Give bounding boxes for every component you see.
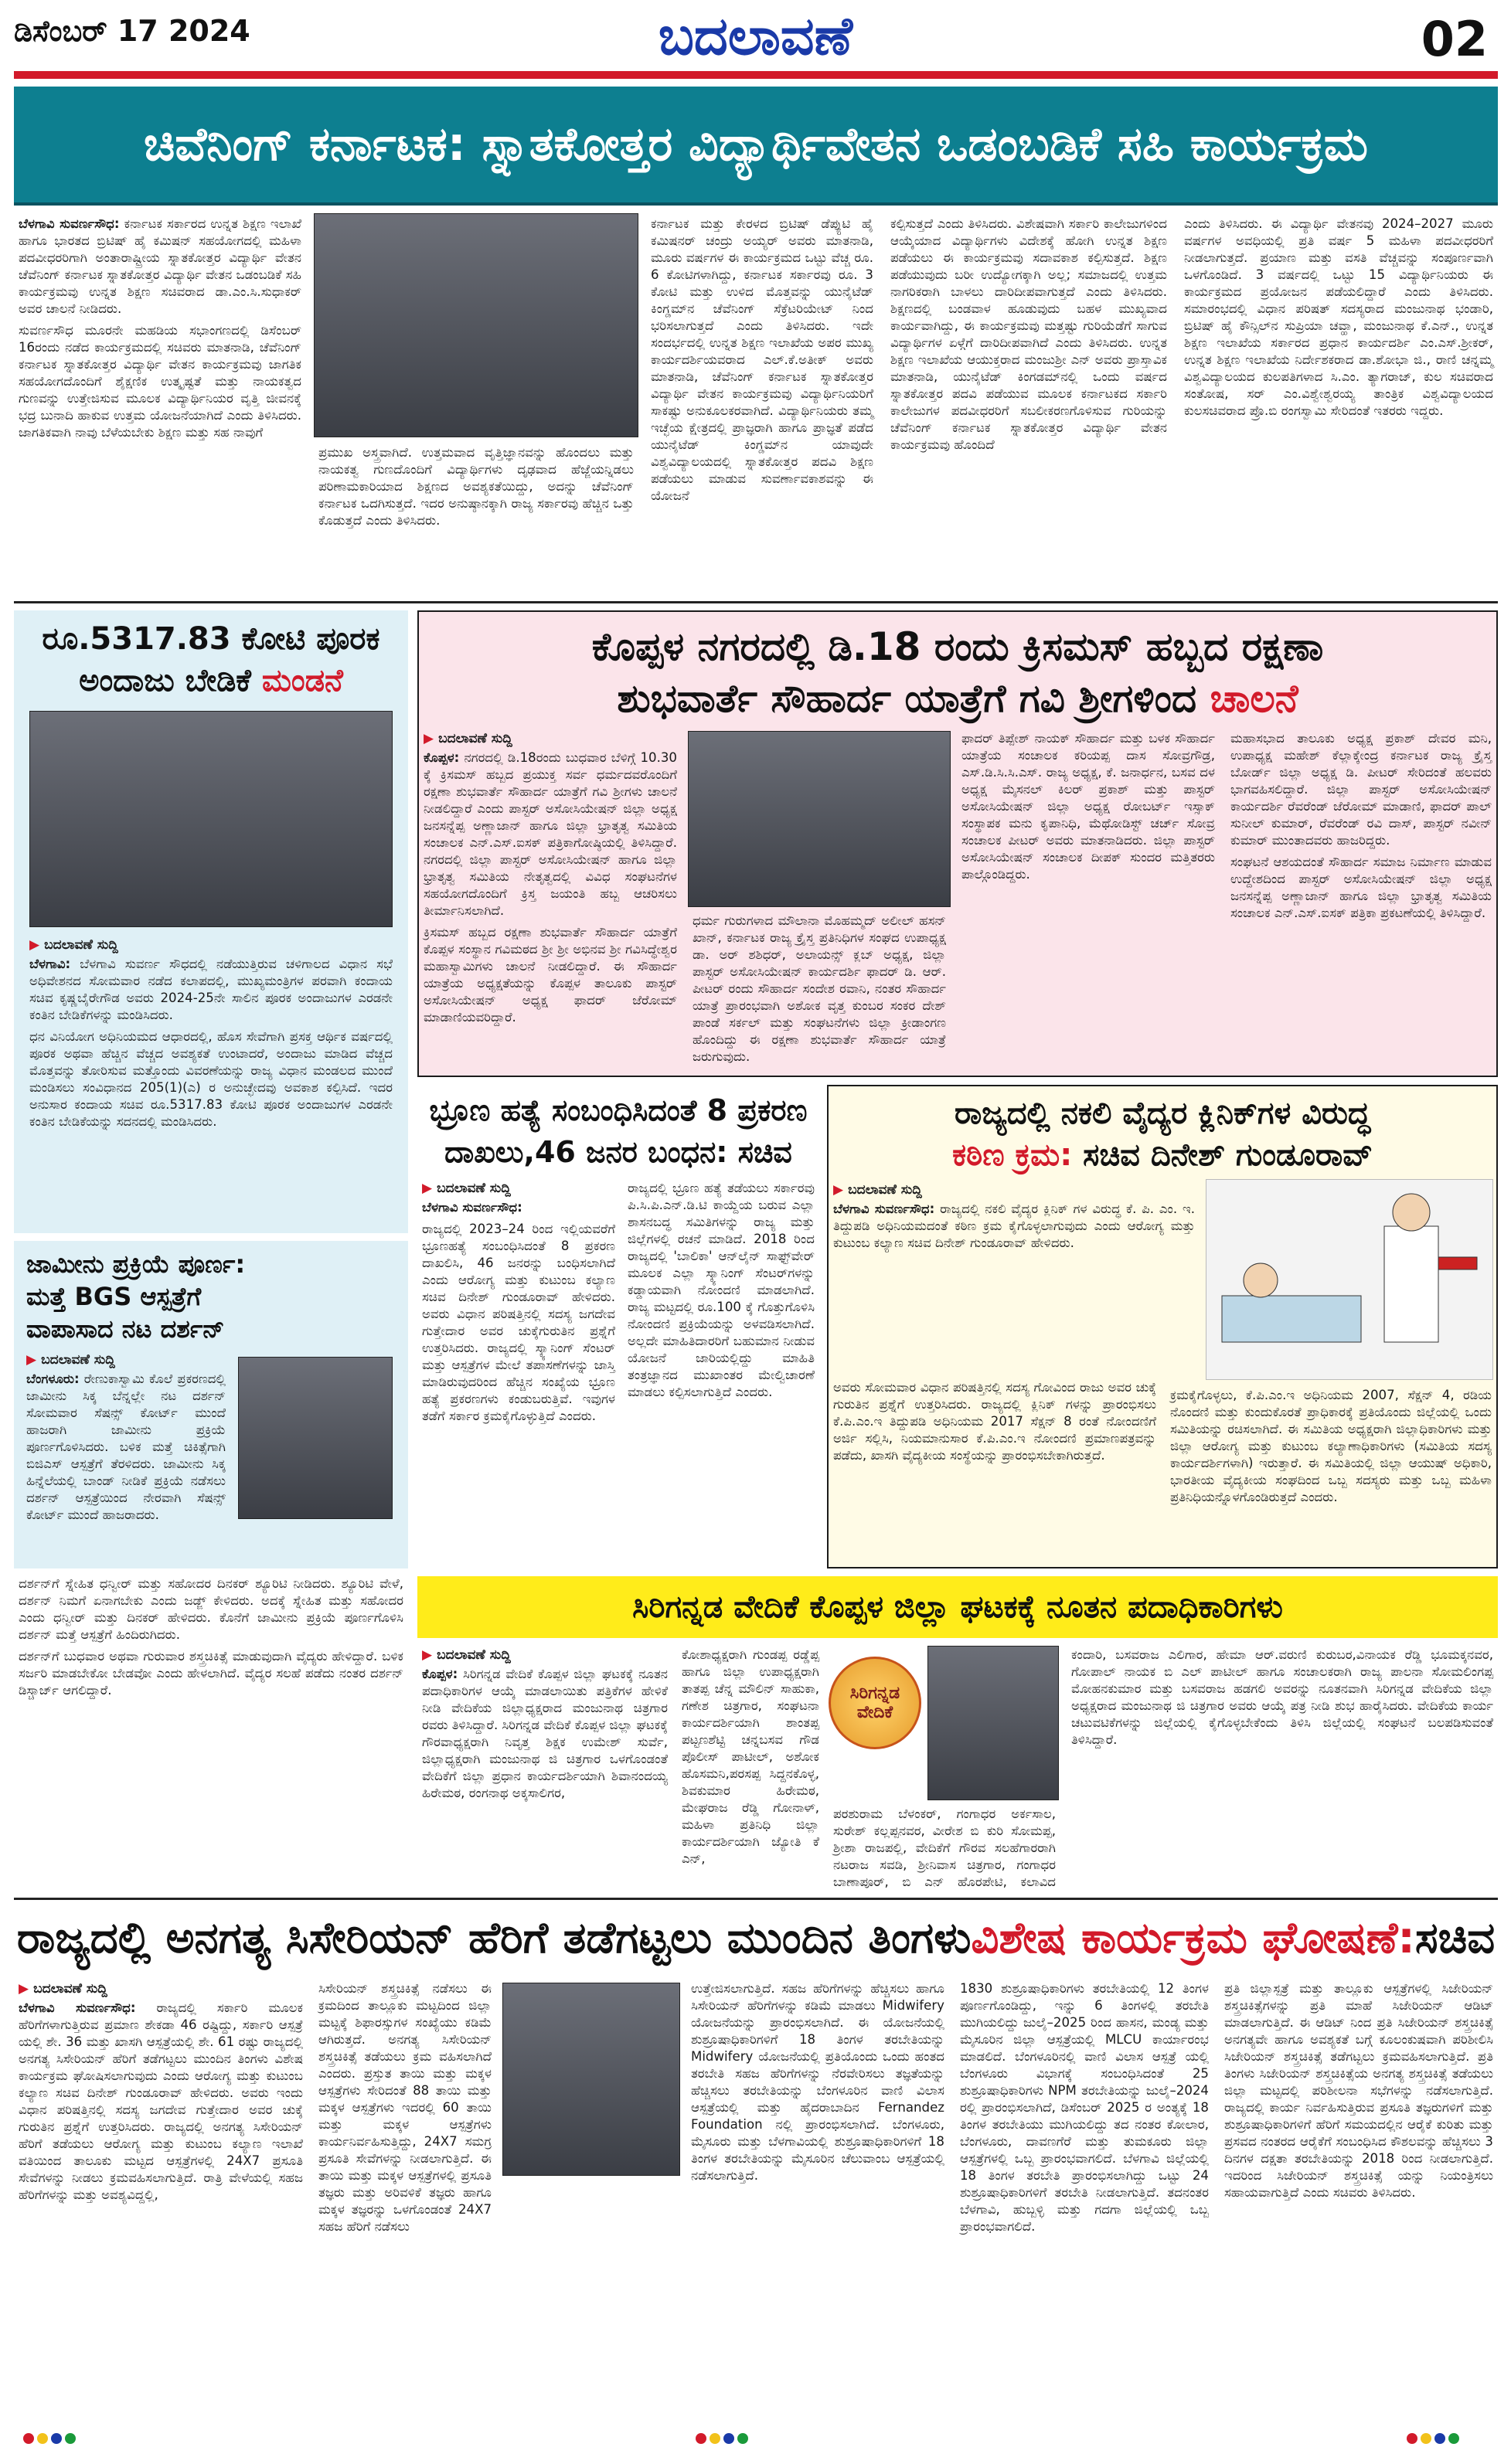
chevening-col-1: ಬೆಳಗಾವಿ ಸುವರ್ಣಸೌಧ: ಕರ್ನಾಟಕ ಸರ್ಕಾರದ ಉನ್ನತ ಶಿಕ್ಷಣ ಇಲಾಖೆ ಹಾಗೂ ಭಾರತದ ಬ್ರಿಟಿಷ್ ಹೈ ಕಮಿಷನ್ ಸಹಯೋಗದಲ್ಲಿ ಮಹಿಳಾ ಪದವೀಧರರಿಗಾಗಿ ಅಂತಾರಾಷ್ಟ್ರೀಯ ಸ್ನಾತಕೋತ್ತರ ವಿದ್ಯಾರ್ಥಿ ವೇತನ ಚೆವೆನಿಂಗ್ ಕರ್ನಾಟಕ ಸ್ನಾತಕೋತ್ತರ ವಿದ್ಯಾರ್ಥಿ ವೇತನ ಒಡಂಬಡಿಕೆ ಸಹಿ ಕಾರ್ಯಕ್ರಮವು ಉನ್ನತ ಶಿಕ್ಷಣ ಸಚಿವರಾದ ಡಾ.ಎಂ.ಸಿ.ಸುಧಾಕರ್ ಅವರ ಚಾಲನೆ ನೀಡಿದರು. ಸುವರ್ಣಸೌಧ ಮೂರನೇ ಮಹಡಿಯ ಸಭಾಂಗಣದಲ್ಲಿ ಡಿಸೆಂಬರ್ 16ರಂದು ನಡೆದ ಕಾರ್ಯಕ್ರಮದಲ್ಲಿ ಸಚಿವರು ಮಾತನಾಡಿ, ಚೆವೆನಿಂಗ್ ಕರ್ನಾಟಕ ಸ್ನಾತಕೋತ್ತರ ವಿದ್ಯಾರ್ಥಿ ವೇತನ ಕಾರ್ಯಕ್ರಮವು ಜಾಗತಿಕ ಸಹಯೋಗದೊಂದಿಗೆ ಶೈಕ್ಷಣಿಕ ಉತ್ಕೃಷ್ಟತೆ ಮತ್ತು ನಾಯಕತ್ವದ ಗುಣವನ್ನು ಉತ್ತೇಜಿಸುವ ಮೂಲಕ ವಿದ್ಯಾರ್ಥಿನಿಯರ ವೃತ್ತಿ ಜೀವನಕ್ಕೆ ಭದ್ರ ಬುನಾದಿ ಹಾಕುವ ಉತ್ತಮ ಯೋಜನೆಯಾಗಿದೆ ಎಂದು ತಿಳಿಸಿದರು. ಜಾಗತಿಕವಾಗಿ ನಾವು ಬೆಳೆಯಬೇಕು ಶಿಕ್ಷಣ ಮತ್ತು ಸಹ ನಾವುಗೆ xyxy=(19,216,302,440)
office-bearer-photo xyxy=(927,1646,1059,1800)
fake-clinics-headline-2: ಕಠಿಣ ಕ್ರಮ: ಸಚಿವ ದಿನೇಶ್ ಗುಂಡೂರಾವ್ xyxy=(952,1137,1373,1173)
christmas-yatra-article xyxy=(417,610,1498,1077)
foeticide-col-2: ರಾಜ್ಯದಲ್ಲಿ ಭ್ರೂಣ ಹತ್ಯೆ ತಡೆಯಲು ಸರ್ಕಾರವು ಪಿ.ಸಿ.ಪಿ.ಎನ್.ಡಿ.ಟಿ ಕಾಯ್ದೆಯ ಬರುವ ಎಲ್ಲಾ ಶಾಸನಬದ್ಧ ಸಮಿತಿಗಳನ್ನು ರಾಜ್ಯ ಮತ್ತು ಜಿಲ್ಲೆಗಳಲ್ಲಿ ರಚನೆ ಮಾಡಿದೆ. 2018 ರಿಂದ ರಾಜ್ಯದಲ್ಲಿ 'ಬಾಲಿಕಾ' ಆನ್‌ಲೈನ್ ಸಾಫ್ಟ್‌ವೇರ್ ಮೂಲಕ ಎಲ್ಲಾ ಸ್ಕ್ಯಾನಿಂಗ್ ಸೆಂಟರ್‌ಗಳನ್ನು ಕಡ್ಡಾಯವಾಗಿ ನೋಂದಣಿ ಮಾಡಲಾಗಿದೆ. ರಾಜ್ಯ ಮಟ್ಟದಲ್ಲಿ ರೂ.100 ಕ್ಕೆ ಗೊತ್ತುಗೊಳಿಸಿ ನೋಂದಣಿ ಪ್ರಕ್ರಿಯೆಯನ್ನು ಅಳವಡಿಸಲಾಗಿದೆ. ಅಲ್ಲದೇ ಮಾಹಿತಿದಾರರಿಗೆ ಬಹುಮಾನ ನೀಡುವ ಯೋಜನೆ ಜಾರಿಯಲ್ಲಿದ್ದು ಮಾಹಿತಿ ತಂತ್ರಜ್ಞಾನದ ಮುಖಾಂತರ ಮೇಲ್ವಿಚಾರಣೆ ಮಾಡಲು ಕಲ್ಪಿಸಲಾಗುತ್ತಿದೆ ಎಂದರು. xyxy=(628,1181,815,1399)
newspaper-logo: ಬದಲಾವಣೆ xyxy=(658,6,853,67)
footer-dots-center xyxy=(696,2432,788,2451)
fake-clinics-col-3: ಕ್ರಮಕೈಗೊಳ್ಳಲು, ಕೆ.ಪಿ.ಎಂ.ಇ ಅಧಿನಿಯಮ 2007, ಸೆಕ್ಷನ್ 4, ರಡಿಯ ನೊಂದಣಿ ಮತ್ತು ಕುಂದುಕೊರತೆ ಪ್ರಾಧಿಕಾರಕ್ಕೆ ಪ್ರತಿಯೊಂದು ಜಿಲ್ಲೆಯಲ್ಲಿ ಒಂದು ಸಮಿತಿಯನ್ನು ರಚಿಸಲಾಗಿದೆ. ಈ ಸಮಿತಿಯ ಅಧ್ಯಕ್ಷರಾಗಿ ಜಿಲ್ಲಾಧಿಕಾರಿಗಳು ಮತ್ತು ಜಿಲ್ಲಾ ಆರೋಗ್ಯ ಮತ್ತು ಕುಟುಂಬ ಕಲ್ಯಾಣಾಧಿಕಾರಿಗಳು (ಸಮಿತಿಯ ಸದಸ್ಯ ಕಾರ್ಯದರ್ಶಿಗಳಾಗಿ) ಇರುತ್ತಾರೆ. ಈ ಸಮಿತಿಯಲ್ಲಿ ಜಿಲ್ಲಾ ಆಯುಷ್ ಅಧಿಕಾರಿ, ಭಾರತೀಯ ವೈದ್ಯಕೀಯ ಸಂಘದಿಂದ ಒಬ್ಬ ಸದಸ್ಯರು ಮತ್ತು ಒಬ್ಬ ಮಹಿಳಾ ಪ್ರತಿನಿಧಿಯನ್ನೊಳಗೊಂಡಿರುತ್ತದೆ ಎಂದರು. xyxy=(1170,1388,1492,1504)
footer-dots-left xyxy=(23,2432,116,2451)
darshan-col-1: ▶ ಬದಲಾವಣೆ ಸುದ್ದಿ ಬೆಂಗಳೂರು: ರೇಣುಕಾಸ್ವಾಮಿ ಕೊಲೆ ಪ್ರಕರಣದಲ್ಲಿ ಜಾಮೀನು ಸಿಕ್ಕ ಬೆನ್ನಲ್ಲೇ ನಟ ದರ್ಶನ್ ಸೋಮವಾರ ಸೆಷನ್ಸ್ ಕೋರ್ಟ್ ಮುಂದೆ ಹಾಜರಾಗಿ ಜಾಮೀನು ಪ್ರಕ್ರಿಯೆ ಪೂರ್ಣಗೊಳಿಸಿದರು. ಬಳಿಕ ಮತ್ತೆ ಚಿಕಿತ್ಸೆಗಾಗಿ ಬಿಜಿಎಸ್ ಆಸ್ಪತ್ರೆಗೆ ತೆರಳಿದರು. ಜಾಮೀನು ಸಿಕ್ಕ ಹಿನ್ನೆಲೆಯಲ್ಲಿ ಬಾಂಡ್ ನೀಡಿಕೆ ಪ್ರಕ್ರಿಯೆ ನಡೆಸಲು ದರ್ಶನ್ ಆಸ್ಪತ್ರೆಯಿಂದ ನೇರವಾಗಿ ಸೆಷನ್ಸ್ ಕೋರ್ಟ್ ಮುಂದೆ ಹಾಜರಾದರು. xyxy=(26,1352,226,1522)
pressmeet-photo xyxy=(688,731,951,907)
caesarean-col-5: ಪ್ರತಿ ಜಿಲ್ಲಾಸ್ಪತ್ರೆ ಮತ್ತು ತಾಲ್ಲೂಕು ಆಸ್ಪತ್ರೆಗಳಲ್ಲಿ ಸಿಜೇರಿಯನ್ ಶಸ್ತ್ರಚಿಕಿತ್ಸೆಗಳನ್ನು ಪ್ರತಿ ಮಾಹೆ ಸಿಜೇರಿಯನ್ ಆಡಿಟ್ ಮಾಡಲಾಗುತ್ತಿದೆ. ಈ ಆಡಿಟ್ ನಿಂದ ಪ್ರತಿ ಸಿಜೇರಿಯನ್ ಶಸ್ತ್ರಚಿಕಿತ್ಸೆ ಅನಗತ್ಯವೇ ಹಾಗೂ ಅವಶ್ಯಕತೆ ಬಗ್ಗೆ ಕೂಲಂಕುಷವಾಗಿ ಪರಿಶೀಲಿಸಿ ಸಿಜೇರಿಯನ್ ಶಸ್ತ್ರಚಿಕಿತ್ಸೆ ತಡೆಗಟ್ಟಲು ಕ್ರಮವಹಿಸಲಾಗುತ್ತಿದೆ. ಪ್ರತಿ ತಿಂಗಳು ಸಿಜೇರಿಯನ್ ಶಸ್ತ್ರಚಿಕಿತ್ಸೆಯ ಅನಗತ್ಯ ಶಸ್ತ್ರಚಿಕಿತ್ಸೆ ತಡೆಯಲು ಜಿಲ್ಲಾ ಮಟ್ಟದಲ್ಲಿ ಪರಿಶೀಲನಾ ಸಭೆಗಳನ್ನು ನಡೆಸಲಾಗುತ್ತಿದೆ. ರಾಜ್ಯದಲ್ಲಿ ಕಾರ್ಯ ನಿರ್ವಹಿಸುತ್ತಿರುವ ಪ್ರಸೂತಿ ತಜ್ಞರುಗಳಿಗೆ ಮತ್ತು ಶುಶ್ರೂಷಾಧಿಕಾರಿಗಳಿಗೆ ಹೆರಿಗೆ ಸಮಯದಲ್ಲಿನ ಆರೈಕೆ ಕುರಿತು ಮತ್ತು ಪ್ರಸವದ ನಂತರದ ಆರೈಕೆಗೆ ಸಂಬಂಧಿಸಿದ ಕೌಶಲವನ್ನು ಹೆಚ್ಚಿಸಲು 3 ದಿನಗಳ ದಕ್ಷತಾ ತರಬೇತಿಯನ್ನು 2018 ರಿಂದ ನೀಡಲಾಗುತ್ತಿದೆ. ಇದರಿಂದ ಸಿಜೇರಿಯನ್ ಶಸ್ತ್ರಚಿಕಿತ್ಸೆ ಯನ್ನು ನಿಯಂತ್ರಿಸಲು ಸಹಾಯವಾಗುತ್ತಿದೆ ಎಂದು ಸಚಿವರು ತಿಳಿಸಿದರು. xyxy=(1224,1981,1493,2200)
sirigannada-col-3: ಪರಶುರಾಮ ಬೆಳಂಕರ್, ಗಂಗಾಧರ ಅರ್ಕಸಾಲ, ಸುರೇಶ್ ಕಲ್ಲಪ್ಪನವರ, ವೀರೇಶ ಬಿ ಕುರಿ ಸೋಮಪ್ಪ, ಶ್ರೀಶಾ ರಾಜಪಲ್ಲಿ, ವೇದಿಕೆಗೆ ಗೌರವ ಸಲಹೆಗಾರರಾಗಿ ನಟರಾಜ ಸವಡಿ, ಶ್ರೀನಿವಾಸ ಚಿತ್ರಗಾರ, ಗಂಗಾಧರ ಬಾಣಾಪೂರ್, ಬಿ ಎನ್ ಹೊರಪೇಟಿ, ಕಲಾವಿದ xyxy=(833,1806,1056,1889)
foeticide-headline-2: ದಾಖಲು,46 ಜನರ ಬಂಧನ: ಸಚಿವ xyxy=(444,1134,792,1169)
christmas-headline-2: ಶುಭವಾರ್ತೆ ಸೌಹಾರ್ದ ಯಾತ್ರೆಗೆ ಗವಿ ಶ್ರೀಗಳಿಂದ ಚಾಲನೆ xyxy=(617,675,1298,721)
issue-date: ಡಿಸೆಂಬರ್ 17 2024 xyxy=(14,14,250,48)
foeticide-col-1: ▶ ಬದಲಾವಣೆ ಸುದ್ದಿ ಬೆಳಗಾವಿ ಸುವರ್ಣಸೌಧ: ರಾಜ್ಯದಲ್ಲಿ 2023–24 ರಿಂದ ಇಲ್ಲಿಯವರೆಗೆ ಭ್ರೂಣಹತ್ಯೆ ಸಂಬಂಧಿಸಿದಂತೆ 8 ಪ್ರಕರಣ ದಾಖಲಿಸಿ, 46 ಜನರನ್ನು ಬಂಧಿಸಲಾಗಿದೆ ಎಂದು ಆರೋಗ್ಯ ಮತ್ತು ಕುಟುಂಬ ಕಲ್ಯಾಣ ಸಚಿವ ದಿನೇಶ್ ಗುಂಡೂರಾವ್ ಹೇಳಿದರು. ಅವರು ವಿಧಾನ ಪರಿಷತ್ತಿನಲ್ಲಿ ಸದಸ್ಯ ಜಗದೇವ ಗುತ್ತೇದಾರ ಅವರ ಚುಕ್ಕೆಗುರುತಿನ ಪ್ರಶ್ನೆಗೆ ಉತ್ತರಿಸಿದರು. ರಾಜ್ಯದಲ್ಲಿ ಸ್ಕ್ಯಾನಿಂಗ್ ಸೆಂಟರ್ ಮತ್ತು ಆಸ್ಪತ್ರೆಗಳ ಮೇಲೆ ತಪಾಸಣೆಗಳನ್ನು ಜಾಸ್ತಿ ಮಾಡಿರುವುದರಿಂದ ಹೆಚ್ಚಿನ ಸಂಖ್ಯೆಯ ಭ್ರೂಣ ಹತ್ಯೆ ಪ್ರಕರಣಗಳು ಕಂಡುಬರುತ್ತಿವೆ. ಇವುಗಳ ತಡೆಗೆ ಸರ್ಕಾರ ಕ್ರಮಕೈಗೊಳ್ಳುತ್ತಿದೆ ಎಂದರು. xyxy=(422,1181,615,1423)
budget-headline-2: ಅಂದಾಜು ಬೇಡಿಕೆ ಮಂಡನೆ xyxy=(79,663,343,698)
budget-headline-1: ರೂ.5317.83 ಕೋಟಿ ಪೂರಕ xyxy=(42,621,380,657)
foeticide-headline-1: ಭ್ರೂಣ ಹತ್ಯೆ ಸಂಬಂಧಿಸಿದಂತೆ 8 ಪ್ರಕರಣ xyxy=(429,1093,808,1127)
christmas-col-2: ಧರ್ಮ ಗುರುಗಳಾದ ಮೌಲಾನಾ ಮೊಹಮ್ಮದ್ ಅಲೀಲ್ ಹಸನ್ ಖಾನ್, ಕರ್ನಾಟಕ ರಾಜ್ಯ ಕ್ರೈಸ್ತ ಪ್ರತಿನಿಧಿಗಳ ಸಂಘದ ಉಪಾಧ್ಯಕ್ಷ ಡಾ. ಅರ್ ಶಶಿಧರ್, ಅಲಾಯನ್ಸ್ ಕ್ಲಬ್ ಅಧ್ಯಕ್ಷ, ಜಿಲ್ಲಾ ಪಾಸ್ಟರ್ ಅಸೋಸಿಯೇಷನ್ ಕಾರ್ಯದರ್ಶಿ ಫಾದರ್ ಡಿ. ಆರ್. ಪೀಟರ್ ರಂದು ಸೌಹಾರ್ದ ಸಂದೇಶ ರವಾನಿ, ನಂತರ ಸೌಹಾರ್ದ ಯಾತ್ರೆ ಪ್ರಾರಂಭವಾಗಿ ಅಶೋಕ ವೃತ್ತ ಕುಂಬರ ಸಂಕರ ದೇಶ್ ಪಾಂಡೆ ಸರ್ಕಲ್ ಮತ್ತು ಸಂಘಟನೆಗಳು ಜಿಲ್ಲಾ ಕ್ರೀಡಾಂಗಣ ಹೊಂದಿದ್ದು ಈ ರಕ್ಷಣಾ ಶುಭವಾರ್ತೆ ಸೌಹಾರ್ದ ಯಾತ್ರೆ ಜರುಗುವುದು. xyxy=(693,913,946,1064)
fake-clinics-article xyxy=(827,1085,1498,1568)
caesarean-col-4: 1830 ಶುಶ್ರೂಷಾಧಿಕಾರಿಗಳು ತರಬೇತಿಯಲ್ಲಿ 12 ತಿಂಗಳ ಪೂರ್ಣಗೊಂಡಿದ್ದು, ಇನ್ನು 6 ತಿಂಗಳಲ್ಲಿ ತರಬೇತಿ ಮುಗಿಯಲಿದ್ದು ಜುಲೈ–2025 ರಿಂದ ಹಾಸನ, ಮಂಡ್ಯ ಮತ್ತು ಮೈಸೂರಿನ ಜಿಲ್ಲಾ ಆಸ್ಪತ್ರೆಯಲ್ಲಿ MLCU ಕಾರ್ಯಾರಂಭ ಮಾಡಲಿದೆ. ಬೆಂಗಳೂರಿನಲ್ಲಿ ವಾಣಿ ವಿಲಾಸ ಆಸ್ಪತ್ರೆ ಯಲ್ಲಿ ಬೆಂಗಳೂರು ವಿಭಾಗಕ್ಕೆ ಸಂಬಂಧಿಸಿದಂತೆ 25 ಶುಶ್ರೂಷಾಧಿಕಾರಿಗಳು NPM ತರಬೇತಿಯನ್ನು ಜುಲೈ–2024 ರಲ್ಲಿ ಪ್ರಾರಂಭಿಸಲಾಗಿದೆ, ಡಿಸೆಂಬರ್ 2025 ರ ಅಂತ್ಯಕ್ಕೆ 18 ತಿಂಗಳ ತರಬೇತಿಯು ಮುಗಿಯಲಿದ್ದು ತದ ನಂತರ ಕೋಲಾರ, ಬೆಂಗಳೂರು, ದಾವಣಗೆರೆ ಮತ್ತು ತುಮಕೂರು ಜಿಲ್ಲಾ ಆಸ್ಪತ್ರೆಗಳಲ್ಲಿ ಒಬ್ಬ ಪ್ರಾರಂಭವಾಗಲಿದೆ. ಬೆಳಗಾವಿ ಜಿಲ್ಲೆಯಲ್ಲಿ 18 ತಿಂಗಳ ತರಬೇತಿ ಪ್ರಾರಂಭಿಸಲಾಗಿದ್ದು ಒಟ್ಟು 24 ಶುಶ್ರೂಷಾಧಿಕಾರಿಗಳಿಗೆ ತರಬೇತಿ ನೀಡಲಾಗುತ್ತಿದೆ. ತದನಂತರ ಬೆಳಗಾವಿ, ಹುಬ್ಬಳ್ಳಿ ಮತ್ತು ಗದಗಾ ಜಿಲ್ಲೆಯಲ್ಲಿ ಒಬ್ಬ ಪ್ರಾರಂಭವಾಗಲಿದೆ. xyxy=(960,1981,1209,2234)
chevening-col-4: ಕಲ್ಪಿಸುತ್ತದೆ ಎಂದು ತಿಳಿಸಿದರು. ವಿಶೇಷವಾಗಿ ಸರ್ಕಾರಿ ಕಾಲೇಜುಗಳಿಂದ ಆಯ್ಕೆಯಾದ ವಿದ್ಯಾರ್ಥಿಗಳು ವಿದೇಶಕ್ಕೆ ಹೋಗಿ ಉನ್ನತ ಶಿಕ್ಷಣ ಪಡೆಯಲು ಈ ಕಾರ್ಯಕ್ರಮವು ಸದಾವಕಾಶ ಕಲ್ಪಿಸುತ್ತದೆ. ಶಿಕ್ಷಣ ಪಡೆಯುವುದು ಬರೀ ಉದ್ಯೋಗಕ್ಕಾಗಿ ಅಲ್ಲ; ಸಮಾಜದಲ್ಲಿ ಉತ್ತಮ ನಾಗರಿಕರಾಗಿ ಬಾಳಲು ದಾರಿದೀಪವಾಗುತ್ತದೆ ಎಂದು ತಿಳಿಸಿದರು. ಶಿಕ್ಷಣದಲ್ಲಿ ಬಂಡವಾಳ ಹೂಡುವುದು ಬಹಳ ಮುಖ್ಯವಾದ ಕಾರ್ಯವಾಗಿದ್ದು, ಈ ಕಾರ್ಯಕ್ರಮವು ಮತ್ತಷ್ಟು ಗುರಿಯೆಡೆಗೆ ಸಾಗುವ ವಿದ್ಯಾರ್ಥಿಗಳ ಏಳ್ಗೆಗೆ ದಾರಿದೀಪವಾಗಿದೆ ಎಂದು ತಿಳಿಸಿದರು. ಉನ್ನತ ಶಿಕ್ಷಣ ಇಲಾಖೆಯ ಆಯುಕ್ತರಾದ ಮಂಜುಶ್ರೀ ಎನ್ ಅವರು ಪ್ರಾಸ್ತಾವಿಕ ಮಾತನಾಡಿ, ಯುನೈಟೆಡ್ ಕಿಂಗಡಮ್‌ನಲ್ಲಿ ಒಂದು ವರ್ಷದ ಸ್ನಾತಕೋತ್ತರ ಪದವಿ ಪಡೆಯುವ ಮೂಲಕ ಕರ್ನಾಟಕದ ಸರ್ಕಾರಿ ಕಾಲೇಜುಗಳ ಪದವೀಧರರಿಗೆ ಸಬಲೀಕರಣಗೊಳಿಸುವ ಗುರಿಯನ್ನು ಚೆವೆನಿಂಗ್ ಕರ್ನಾಟಕ ಸ್ನಾತಕೋತ್ತರ ವಿದ್ಯಾರ್ಥಿ ವೇತನ ಕಾರ್ಯಕ್ರಮವು ಹೊಂದಿದೆ xyxy=(890,216,1167,452)
actor-darshan-photo xyxy=(238,1357,393,1519)
sirigannada-headline: ಸಿರಿಗನ್ನಡ ವೇದಿಕೆ ಕೊಪ್ಪಳ ಜಿಲ್ಲಾ ಘಟಕಕ್ಕೆ ನೂತನ ಪದಾಧಿಕಾರಿಗಳು xyxy=(417,1576,1498,1638)
fake-clinics-col-2: ಅವರು ಸೋಮವಾರ ವಿಧಾನ ಪರಿಷತ್ತಿನಲ್ಲಿ ಸದಸ್ಯ ಗೋವಿಂದ ರಾಜು ಅವರ ಚುಕ್ಕೆ ಗುರುತಿನ ಪ್ರಶ್ನೆಗೆ ಉತ್ತರಿಸಿದರು. ರಾಜ್ಯದಲ್ಲಿ ಕ್ಲಿನಿಕ್ ಗಳನ್ನು ಪ್ರಾರಂಭಿಸಲು ಕೆ.ಪಿ.ಎಂ.ಇ ತಿದ್ದುಪಡಿ ಅಧಿನಿಯಮ 2017 ಸೆಕ್ಷನ್ 8 ರಂತೆ ನೋಂದಣಿಗೆ ಅರ್ಜಿ ಸಲ್ಲಿಸಿ, ನಿಯಮಾನುಸಾರ ಕೆ.ಪಿ.ಎಂ.ಇ ನೋಂದಣಿ ಪ್ರಮಾಣಪತ್ರವನ್ನು ಪಡೆದು, ಖಾಸಗಿ ವೈದ್ಯಕೀಯ ಸಂಸ್ಥೆಯನ್ನು ಪ್ರಾರಂಭಿಸಬೇಕಾಗಿರುತ್ತದೆ. xyxy=(833,1380,1156,1463)
darshan-headline-1: ಜಾಮೀನು ಪ್ರಕ್ರಿಯೆ ಪೂರ್ಣ: xyxy=(26,1249,246,1279)
fake-clinics-headline-1: ರಾಜ್ಯದಲ್ಲಿ ನಕಲಿ ವೈದ್ಯರ ಕ್ಲಿನಿಕ್‌ಗಳ ವಿರುದ್ಧ xyxy=(955,1096,1370,1131)
footer-dots-right xyxy=(1407,2432,1499,2451)
sirigannada-col-4: ಕಂದಾರಿ, ಬಸವರಾಜ ಎಲಿಗಾರ, ಹೇಮಾ ಆರ್.ವರುಣಿ ಕುರುಬರ,ವಿನಾಯಕ ರೆಡ್ಡಿ ಭೂಮಕ್ಕನವರ, ಗೋಪಾಲ್ ನಾಯಕ ಬಿ ಎಲ್ ಪಾಟೀಲ್ ಹಾಗೂ ಸಂಚಾಲಕರಾಗಿ ರಾಜ್ಯ ಪಾಲನಾ ಸೋಮಲಿಂಗಪ್ಪ ಮೋಹನಕುಮಾರ ಮತ್ತು ಬಸವರಾಜ ಹಡಗಲಿ ಅವರನ್ನು ನೂತನವಾಗಿ ಸಿರಿಗನ್ನಡ ವೇದಿಕೆಯ ಜಿಲ್ಲಾ ಅಧ್ಯಕ್ಷರಾದ ಮಂಜುನಾಥ ಜಿ ಚಿತ್ರಗಾರ ಅವರು ಆಯ್ಕೆ ಪತ್ರ ನೀಡಿ ಶುಭ ಹಾರೈಸಿದರು. ವೇದಿಕೆಯ ಕಾರ್ಯ ಚಟುವಟಿಕೆಗಳನ್ನು ಜಿಲ್ಲೆಯಲ್ಲಿ ಕೈಗೊಳ್ಳಬೇಕೆಂದು ತಿಳಿಸಿ ಜಿಲ್ಲೆಯಲ್ಲಿ ಸಂಘಟನೆ ಬಲಪಡಿಸುವಂತೆ ತಿಳಿಸಿದ್ದಾರೆ. xyxy=(1071,1647,1493,1747)
chevening-col-5: ಎಂದು ತಿಳಿಸಿದರು. ಈ ವಿದ್ಯಾರ್ಥಿ ವೇತನವು 2024–2027 ಮೂರು ವರ್ಷಗಳ ಅವಧಿಯಲ್ಲಿ ಪ್ರತಿ ವರ್ಷ 5 ಮಹಿಳಾ ಪದವೀಧರರಿಗೆ ನೀಡಲಾಗುತ್ತದೆ. ಪ್ರಯಾಣ ಮತ್ತು ವಸತಿ ವೆಚ್ಚವನ್ನು ಸಂಪೂರ್ಣವಾಗಿ ಒಳಗೊಂಡಿದೆ. 3 ವರ್ಷದಲ್ಲಿ ಒಟ್ಟು 15 ವಿದ್ಯಾರ್ಥಿನಿಯರು ಈ ಕಾರ್ಯಕ್ರಮದ ಪ್ರಯೋಜನ ಪಡೆಯಲಿದ್ದಾರೆ ಎಂದು ತಿಳಿಸಿದರು. ಸಮಾರಂಭದಲ್ಲಿ ವಿಧಾನ ಪರಿಷತ್ ಸದಸ್ಯರಾದ ಮಂಜುನಾಥ ಭಂಡಾರಿ, ಬ್ರಿಟಿಷ್ ಹೈ ಕೌನ್ಸಿಲ್‌ನ ಸುಪ್ರಿಯಾ ಚವ್ಹಾ, ಮಂಜುನಾಥ ಕೆ.ಎನ್., ಉನ್ನತ ಶಿಕ್ಷಣ ಇಲಾಖೆಯ ಸರ್ಕಾರದ ಪ್ರಧಾನ ಕಾರ್ಯದರ್ಶಿ ಎಂ.ಎಸ್.ಶ್ರೀಕರ್, ಉನ್ನತ ಶಿಕ್ಷಣ ಇಲಾಖೆಯ ನಿರ್ದೇಶಕರಾದ ಡಾ.ಶೋಭಾ ಜಿ., ರಾಣಿ ಚನ್ನಮ್ಮ ವಿಶ್ವವಿದ್ಯಾಲಯದ ಕುಲಪತಿಗಳಾದ ಸಿ.ಎಂ. ತ್ಯಾಗರಾಜ್, ಕುಲ ಸಚಿವರಾದ ಸಂತೋಷ, ಸರ್ ಎಂ.ವಿಶ್ವೇಶ್ವರಯ್ಯ ತಾಂತ್ರಿಕ ವಿಶ್ವವಿದ್ಯಾಲಯದ ಕುಲಸಚಿವರಾದ ಪ್ರೊ.ಬಿ ರಂಗಸ್ವಾಮಿ ಸೇರಿದಂತೆ ಇತರರು ಇದ್ದರು. xyxy=(1184,216,1493,418)
sirigannada-col-1: ▶ ಬದಲಾವಣೆ ಸುದ್ದಿ ಕೊಪ್ಪಳ: ಸಿರಿಗನ್ನಡ ವೇದಿಕೆ ಕೊಪ್ಪಳ ಜಿಲ್ಲಾ ಘಟಕಕ್ಕೆ ನೂತನ ಪದಾಧಿಕಾರಿಗಳ ಆಯ್ಕೆ ಮಾಡಲಾಯಿತು ಪತ್ರಿಕೆಗಳ ಹೇಳಿಕೆ ನೀಡಿ ವೇದಿಕೆಯ ಜಿಲ್ಲಾಧ್ಯಕ್ಷರಾದ ಮಂಜುನಾಥ ಚಿತ್ರಗಾರ ರವರು ತಿಳಿಸಿದ್ದಾರೆ. ಸಿರಿಗನ್ನಡ ವೇದಿಕೆ ಕೊಪ್ಪಳ ಜಿಲ್ಲಾ ಘಟಕಕ್ಕೆ ಗೌರವಾಧ್ಯಕ್ಷರಾಗಿ ನಿವೃತ್ತ ಶಿಕ್ಷಕ ಉಮೇಶ್ ಸುರ್ವೆ, ಜಿಲ್ಲಾಧ್ಯಕ್ಷರಾಗಿ ಮಂಜುನಾಥ ಜಿ ಚಿತ್ರಗಾರ ಒಳಗೊಂಡಂತೆ ವೇದಿಕೆಗೆ ಜಿಲ್ಲಾ ಪ್ರಧಾನ ಕಾರ್ಯದರ್ಶಿಯಾಗಿ ಶಿವಾನಂದಯ್ಯ ಹಿರೇಮಠ, ರಂಗನಾಥ ಅಕ್ಕಸಾಲಿಗರ, xyxy=(422,1647,668,1800)
darshan-headline-3: ವಾಪಾಸಾದ ನಟ ದರ್ಶನ್ xyxy=(26,1314,225,1344)
assembly-photo xyxy=(314,213,638,437)
page-number: 02 xyxy=(1421,11,1488,67)
caesarean-headline: ರಾಜ್ಯದಲ್ಲಿ ಅನಗತ್ಯ ಸಿಸೇರಿಯನ್ ಹೆರಿಗೆ ತಡೆಗಟ್ಟಲು ಮುಂದಿನ ತಿಂಗಳು ವಿಶೇಷ ಕಾರ್ಯಕ್ರಮ ಘೋಷಣೆ: ಸಚಿವ xyxy=(16,1913,1496,1963)
darshan-article xyxy=(14,1241,408,1568)
fake-doctor-cartoon xyxy=(1206,1179,1493,1380)
chevening-col-3: ಕರ್ನಾಟಕ ಮತ್ತು ಕೇರಳದ ಬ್ರಿಟಿಷ್ ಡೆಪ್ಯುಟಿ ಹೈ ಕಮಿಷನರ್ ಚಂದ್ರು ಅಯ್ಯರ್ ಅವರು ಮಾತನಾಡಿ, ಮೂರು ವರ್ಷಗಳ ಈ ಕಾರ್ಯಕ್ರಮದ ಒಟ್ಟು ವೆಚ್ಚ ರೂ. 6 ಕೋಟಿಗಳಾಗಿದ್ದು, ಕರ್ನಾಟಕ ಸರ್ಕಾರವು ರೂ. 3 ಕೋಟಿ ಮತ್ತು ಉಳಿದ ಮೊತ್ತವನ್ನು ಯುನೈಟೆಡ್ ಕಿಂಗ್ಡಮ್‌ನ ಚೆವೆನಿಂಗ್ ಸೆಕ್ರೆಟರಿಯೇಟ್ ನಿಂದ ಭರಿಸಲಾಗುತ್ತದೆ ಎಂದು ತಿಳಿಸಿದರು. ಇದೇ ಸಂದರ್ಭದಲ್ಲಿ ಉನ್ನತ ಶಿಕ್ಷಣ ಇಲಾಖೆಯ ಅಪರ ಮುಖ್ಯ ಕಾರ್ಯದರ್ಶಿಯವರಾದ ಎಲ್.ಕೆ.ಅತೀಕ್ ಅವರು ಮಾತನಾಡಿ, ಚೆವೆನಿಂಗ್ ಕರ್ನಾಟಕ ಸ್ನಾತಕೋತ್ತರ ವಿದ್ಯಾರ್ಥಿ ವೇತನ ಕಾರ್ಯಕ್ರಮವು ವಿದ್ಯಾರ್ಥಿನಿಯರಿಗೆ ಸಾಕಷ್ಟು ಅನುಕೂಲಕರವಾಗಿದೆ. ವಿದ್ಯಾರ್ಥಿನಿಯರು ತಮ್ಮ ಇಚ್ಛೆಯ ಕ್ಷೇತ್ರದಲ್ಲಿ ಪ್ರಾಜ್ಞರಾಗಿ ಹಾಗೂ ಪ್ರಾಜ್ಞತೆ ಪಡೆದ ಯುನೈಟೆಡ್ ಕಿಂಗ್ಡಮ್‌ನ ಯಾವುದೇ ವಿಶ್ವವಿದ್ಯಾಲಯದಲ್ಲಿ ಸ್ನಾತಕೋತ್ತರ ಪದವಿ ಶಿಕ್ಷಣ ಪಡೆಯಲು ಮಾಡುವ ಸುವರ್ಣಾವಕಾಶವನ್ನು ಈ ಯೋಜನೆ xyxy=(651,216,873,503)
health-minister-photo xyxy=(502,1983,680,2176)
chevening-place: ಬೆಳಗಾವಿ ಸುವರ್ಣಸೌಧ: xyxy=(19,216,120,231)
budget-byline: ▶ ಬದಲಾವಣೆ ಸುದ್ದಿ xyxy=(29,937,118,953)
supplementary-budget-article: ರೂ.5317.83 ಕೋಟಿ ಪೂರಕ ಅಂದಾಜು ಬೇಡಿಕೆ ಮಂಡನೆ ▶ ಬದಲಾವಣೆ ಸುದ್ದಿ ಬೆಳಗಾವಿ: ಬೆಳಗಾವಿ ಸುವರ್ಣ ಸೌಧದಲ್ಲಿ ನಡೆಯುತ್ತಿರುವ ಚಳಿಗಾಲದ ವಿಧಾನ ಸಭೆ ಅಧಿವೇಶನದ ಸೋಮವಾರ ನಡೆದ ಕಲಾಪದಲ್ಲಿ, ಮುಖ್ಯಮಂತ್ರಿಗಳ ಪರವಾಗಿ ಕಂದಾಯ ಸಚಿವ ಕೃಷ್ಣಬೈರೇಗೌಡ ಅವರು 2024-25ನೇ ಸಾಲಿನ ಪೂರಕ ಅಂದಾಜುಗಳ ಎರಡನೇ ಕಂತಿನ ಬೇಡಿಕೆಗಳನ್ನು ಮಂಡಿಸಿದರು. ಧನ ವಿನಿಯೋಗ ಅಧಿನಿಯಮದ ಆಧಾರದಲ್ಲಿ, ಹೊಸ ಸೇವೆಗಾಗಿ ಪ್ರಸಕ್ತ ಆರ್ಥಿಕ ವರ್ಷದಲ್ಲಿ ಪೂರಕ ಅಥವಾ ಹೆಚ್ಚಿನ ವೆಚ್ಚದ ಅವಶ್ಯಕತೆ ಉಂಟಾದರೆ, ಅಂದಾಜು ಮಾಡಿದ ವೆಚ್ಚದ ಮೊತ್ತವನ್ನು ತೋರಿಸುವ ಮತ್ತೊಂದು ವಿವರಣೆಯನ್ನು ರಾಜ್ಯ ವಿಧಾನ ಮಂಡಲದ ಮುಂದೆ ಮಂಡಿಸಲು ಸಂವಿಧಾನದ 205(1)(ಎ) ರ ಅನುಚ್ಛೇದವು ಅವಕಾಶ ಕಲ್ಪಿಸಿದೆ. ಇದರ ಅನುಸಾರ ಕಂದಾಯ ಸಚಿವ ರೂ.5317.83 ಕೋಟಿ ಪೂರಕ ಅಂದಾಜುಗಳ ಎರಡನೇ ಕಂತಿನ ಬೇಡಿಕೆಯನ್ನು ಸದನದಲ್ಲಿ ಮಂಡಿಸಿದರು. xyxy=(14,610,408,1233)
sirigannada-col-2: ಕೋಶಾಧ್ಯಕ್ಷರಾಗಿ ಗುಂಡಪ್ಪ ರಡ್ಡೆಪ್ಪ ಹಾಗೂ ಜಿಲ್ಲಾ ಉಪಾಧ್ಯಕ್ಷರಾಗಿ ತಾತಪ್ಪ ಚೆನ್ನ ಮೌಲಿನ್ ಸಾಹುಕಾ, ಗಣೇಶ ಚಿತ್ರಗಾರ, ಸಂಘಟನಾ ಕಾರ್ಯದರ್ಶಿಯಾಗಿ ಶಾಂತಪ್ಪ ಪಟ್ಟಣಶೆಟ್ಟಿ ಚನ್ನಬಸವ ಗೌಡ ಪೊಲೀಸ್ ಪಾಟೀಲ್, ಅಶೋಕ ಹೊಸಮನಿ,ಪರಸಪ್ಪ ಸಿದ್ದನಕೊಳ್ಳ, ಶಿವಕುಮಾರ ಹಿರೇಮಠ, ಮೇಘರಾಜ ರೆಡ್ಡಿ ಗೋನಾಳ್, ಮಹಿಳಾ ಪ್ರತಿನಿಧಿ ಜಿಲ್ಲಾ ಕಾರ್ಯದರ್ಶಿಯಾಗಿ ಜ್ಯೋತಿ ಕೆ ಎನ್, xyxy=(682,1647,819,1866)
caesarean-col-3a xyxy=(502,2180,680,2415)
minister-speech-photo xyxy=(29,711,393,927)
sirigannada-vedike-logo: ಸಿರಿಗನ್ನಡ ವೇದಿಕೆ xyxy=(829,1657,921,1749)
chevening-col-2: ಪ್ರಮುಖ ಅಸ್ತ್ರವಾಗಿದೆ. ಉತ್ತಮವಾದ ವೃತ್ತಿಜ್ಞಾನವನ್ನು ಹೊಂದಲು ಮತ್ತು ನಾಯಕತ್ವ ಗುಣದೊಂದಿಗೆ ವಿದ್ಯಾರ್ಥಿಗಳು ದೃಢವಾದ ಹೆಜ್ಜೆಯನ್ನಿಡಲು ಪರಿಣಾಮಕಾರಿಯಾದ ಶಿಕ್ಷಣದ ಅವಶ್ಯಕತೆಯಿದ್ದು, ಅದನ್ನು ಚೆವೆನಿಂಗ್ ಕರ್ನಾಟಕ ಒದಗಿಸುತ್ತದೆ. ಇದರ ಅನುಷ್ಠಾನಕ್ಕಾಗಿ ರಾಜ್ಯ ಸರ್ಕಾರವು ಹೆಚ್ಚಿನ ಒತ್ತು ಕೊಡುತ್ತದೆ ಎಂದು ತಿಳಿಸಿದರು. xyxy=(318,445,634,528)
christmas-col-4: ಮಹಾಸಭಾದ ತಾಲೂಕು ಅಧ್ಯಕ್ಷ ಪ್ರಕಾಶ್ ದೇವರ ಮನಿ, ಉಪಾಧ್ಯಕ್ಷ ಮಹೇಶ್ ಕೆಲ್ಲಾಕ್ಕೇಂದ್ರ ಕರ್ನಾಟಕ ರಾಜ್ಯ ಕ್ರೈಸ್ತ ಬೋರ್ಡ್ ಜಿಲ್ಲಾ ಅಧ್ಯಕ್ಷ ಡಿ. ಪೀಟರ್ ಸೇರಿದಂತೆ ಹಲವರು ಭಾಗವಹಿಸಲಿದ್ದಾರೆ. ಜಿಲ್ಲಾ ಪಾಸ್ಟರ್ ಅಸೋಸಿಯೇಷನ್ ಕಾರ್ಯದರ್ಶಿ ರೆವರೆಂಡ್ ಜೆರೋಮ್ ಮಾಡಾಣಿ, ಫಾದರ್ ಪಾಲ್ ಸುನೀಲ್ ಕುಮಾರ್, ರೆವರೆಂಡ್ ರವಿ ದಾಸ್, ಪಾಸ್ಟರ್ ನವೀನ್ ಕುಮಾರ್ ಮುಂತಾದವರು ಹಾಜರಿದ್ದರು. ಸಂಘಟನೆ ಆಶಯದಂತೆ ಸೌಹಾರ್ದ ಸಮಾಜ ನಿರ್ಮಾಣ ಮಾಡುವ ಉದ್ದೇಶದಿಂದ ಪಾಸ್ಟರ್ ಅಸೋಸಿಯೇಷನ್ ಜಿಲ್ಲಾ ಅಧ್ಯಕ್ಷ ಜನಸನ್ನೆಪ್ಪ ಅಣ್ಣಾಜಾನ್ ಹಾಗೂ ಜಿಲ್ಲಾ ಭ್ರಾತೃತ್ವ ಸಮಿತಿಯ ಸಂಚಾಲಕ ಎನ್.ಎಸ್.ಐಸಕ್ ಪತ್ರಿಕಾ ಪ್ರಕಟಣೆಯಲ್ಲಿ ತಿಳಿಸಿದ್ದಾರೆ. xyxy=(1230,731,1492,920)
caesarean-col-1: ▶ ಬದಲಾವಣೆ ಸುದ್ದಿ ಬೆಳಗಾವಿ ಸುವರ್ಣಸೌಧ: ರಾಜ್ಯದಲ್ಲಿ ಸರ್ಕಾರಿ ಮೂಲಕ ಹೆರಿಗೆಗಳಾಗುತ್ತಿರುವ ಪ್ರಮಾಣ ಶೇಕಡಾ 46 ರಷ್ಟಿದ್ದು, ಸರ್ಕಾರಿ ಆಸ್ಪತ್ರೆ ಯಲ್ಲಿ ಶೇ. 36 ಮತ್ತು ಖಾಸಗಿ ಆಸ್ಪತ್ರೆಯಲ್ಲಿ ಶೇ. 61 ರಷ್ಟು ರಾಜ್ಯದಲ್ಲಿ ಅನಗತ್ಯ ಸಿಸೇರಿಯನ್ ಹೆರಿಗೆ ತಡೆಗಟ್ಟಲು ಮುಂದಿನ ತಿಂಗಳು ವಿಶೇಷ ಕಾರ್ಯಕ್ರಮ ಘೋಷಿಸಲಾಗುವುದು ಎಂದು ಆರೋಗ್ಯ ಮತ್ತು ಕುಟುಂಬ ಕಲ್ಯಾಣ ಸಚಿವ ದಿನೇಶ್ ಗುಂಡೂರಾವ್ ಹೇಳಿದರು. ಅವರು ಇಂದು ವಿಧಾನ ಪರಿಷತ್ತಿನಲ್ಲಿ ಸದಸ್ಯ ಜಗದೇವ ಗುತ್ತೇದಾರ ಅವರ ಚುಕ್ಕೆ ಗುರುತಿನ ಪ್ರಶ್ನೆಗೆ ಉತ್ತರಿಸಿದರು. ರಾಜ್ಯದಲ್ಲಿ ಅನಗತ್ಯ ಸಿಸೇರಿಯನ್ ಹೆರಿಗೆ ತಡೆಯಲು ಆರೋಗ್ಯ ಮತ್ತು ಕುಟುಂಬ ಕಲ್ಯಾಣ ಇಲಾಖೆ ವತಿಯಿಂದ ತಾಲೂಕು ಮಟ್ಟದ ಆಸ್ಪತ್ರೆಗಳಲ್ಲಿ 24X7 ಪ್ರಸೂತಿ ಸೇವೆಗಳನ್ನು ನೀಡಲು ಕ್ರಮವಹಿಸಲಾಗುತ್ತಿದೆ. ರಾತ್ರಿ ವೇಳೆಯಲ್ಲಿ ಸಹಜ ಹೆರಿಗೆಗಳನ್ನು ಮತ್ತು ಅವಶ್ಯವಿದ್ದಲ್ಲಿ, xyxy=(19,1981,304,2202)
masthead-rule xyxy=(14,71,1498,79)
christmas-col-1: ▶ ಬದಲಾವಣೆ ಸುದ್ದಿ ಕೊಪ್ಪಳ: ನಗರದಲ್ಲಿ ಡಿ.18ರಂದು ಬುಧವಾರ ಬೆಳಿಗ್ಗೆ 10.30 ಕ್ಕೆ ಕ್ರಿಸಮಸ್ ಹಬ್ಬದ ಪ್ರಯುಕ್ತ ಸರ್ವ ಧರ್ಮದವರೊಂದಿಗೆ ರಕ್ಷಣಾ ಶುಭವಾರ್ತೆ ಸೌಹಾರ್ದ ಯಾತ್ರೆಗೆ ಗವಿ ಶ್ರೀಗಳು ಚಾಲನೆ ನೀಡಲಿದ್ದಾರೆ ಎಂದು ಪಾಸ್ಟರ್ ಅಸೋಸಿಯೇಷನ್ ಜಿಲ್ಲಾ ಅಧ್ಯಕ್ಷ ಜನಸನ್ನೆಪ್ಪ ಅಣ್ಣಾಜಾನ್ ಹಾಗೂ ಜಿಲ್ಲಾ ಭ್ರಾತೃತ್ವ ಸಮಿತಿಯ ಸಂಚಾಲಕ ಎನ್.ಎಸ್.ಐಸಕ್ ಪತ್ರಿಕಾಗೋಷ್ಠಿಯಲ್ಲಿ ತಿಳಿಸಿದ್ದಾರೆ. ನಗರದಲ್ಲಿ ಜಿಲ್ಲಾ ಪಾಸ್ಟರ್ ಅಸೋಸಿಯೇಷನ್ ಹಾಗೂ ಜಿಲ್ಲಾ ಭ್ರಾತೃತ್ವ ಸಮಿತಿಯ ನೇತೃತ್ವದಲ್ಲಿ ವಿವಿಧ ಸಂಘಟನೆಗಳ ಸಹಯೋಗದೊಂದಿಗೆ ಕ್ರಿಸ್ತ ಜಯಂತಿ ಹಬ್ಬ ಆಚರಿಸಲು ತೀರ್ಮಾನಿಸಲಾಗಿದೆ. ಕ್ರಿಸಮಸ್ ಹಬ್ಬದ ರಕ್ಷಣಾ ಶುಭವಾರ್ತೆ ಸೌಹಾರ್ದ ಯಾತ್ರೆಗೆ ಕೊಪ್ಪಳ ಸಂಸ್ಥಾನ ಗವಿಮಠದ ಶ್ರೀ ಶ್ರೀ ಅಭಿನವ ಶ್ರೀ ಗವಿಸಿದ್ಧೇಶ್ವರ ಮಹಾಸ್ವಾಮಿಗಳು ಚಾಲನೆ ನೀಡಲಿದ್ದಾರೆ. ಈ ಸೌಹಾರ್ದ ಯಾತ್ರೆಯ ಅಧ್ಯಕ್ಷತೆಯನ್ನು ಕೊಪ್ಪಳ ತಾಲೂಕು ಪಾಸ್ಟರ್ ಅಸೋಸಿಯೇಷನ್ ಅಧ್ಯಕ್ಷ ಫಾದರ್ ಜೆರೋಮ್ ಮಾಡಾಣಿಯವರಿದ್ದಾರೆ. xyxy=(424,731,677,1025)
caesarean-col-2: ಸಿಸೇರಿಯನ್ ಶಸ್ತ್ರಚಿಕಿತ್ಸೆ ನಡೆಸಲು ಈ ಕ್ರಮದಿಂದ ತಾಲ್ಲೂಕು ಮಟ್ಟದಿಂದ ಜಿಲ್ಲಾ ಮಟ್ಟಕ್ಕೆ ಶಿಫಾರಸ್ಸುಗಳ ಸಂಖ್ಯೆಯು ಕಡಿಮೆ ಆಗಿರುತ್ತದೆ. ಅನಗತ್ಯ ಸಿಸೇರಿಯನ್ ಶಸ್ತ್ರಚಿಕಿತ್ಸೆ ತಡೆಯಲು ಕ್ರಮ ವಹಿಸಲಾಗಿದೆ ಎಂದರು. ಪ್ರಸ್ತುತ ತಾಯಿ ಮತ್ತು ಮಕ್ಕಳ ಆಸ್ಪತ್ರೆಗಳು ಸೇರಿದಂತೆ 88 ತಾಯಿ ಮತ್ತು ಮಕ್ಕಳ ಆಸ್ಪತ್ರೆಗಳು ಇದರಲ್ಲಿ 60 ತಾಯಿ ಮತ್ತು ಮಕ್ಕಳ ಆಸ್ಪತ್ರೆಗಳು ಕಾರ್ಯನಿರ್ವಹಿಸುತ್ತಿದ್ದು, 24X7 ಸಮಗ್ರ ಪ್ರಸೂತಿ ಸೇವೆಗಳನ್ನು ನೀಡಲಾಗುತ್ತಿದೆ. ಈ ತಾಯಿ ಮತ್ತು ಮಕ್ಕಳ ಆಸ್ಪತ್ರೆಗಳಲ್ಲಿ ಪ್ರಸೂತಿ ತಜ್ಞರು ಮತ್ತು ಅರಿವಳಿಕೆ ತಜ್ಞರು ಹಾಗೂ ಮಕ್ಕಳ ತಜ್ಞರನ್ನು ಒಳಗೊಂಡಂತೆ 24X7 ಸಹಜ ಹೆರಿಗೆ ನಡೆಸಲು xyxy=(318,1981,492,2234)
fake-clinics-col-1: ▶ ಬದಲಾವಣೆ ಸುದ್ದಿ ಬೆಳಗಾವಿ ಸುವರ್ಣಸೌಧ: ರಾಜ್ಯದಲ್ಲಿ ನಕಲಿ ವೈದ್ಯರ ಕ್ಲಿನಿಕ್ ಗಳ ವಿರುದ್ಧ ಕೆ. ಪಿ. ಎಂ. ಇ. ತಿದ್ದುಪಡಿ ಅಧಿನಿಯಮದಂತೆ ಕಠಿಣ ಕ್ರಮ ಕೈಗೊಳ್ಳಲಾಗುವುದು ಎಂದು ಆರೋಗ್ಯ ಮತ್ತು ಕುಟುಂಬ ಕಲ್ಯಾಣ ಸಚಿವ ದಿನೇಶ್ ಗುಂಡೂರಾವ್ ಹೇಳಿದರು. xyxy=(833,1182,1196,1250)
darshan-headline-2: ಮತ್ತೆ BGS ಆಸ್ಪತ್ರೆಗೆ xyxy=(26,1282,202,1311)
christmas-headline-1: ಕೊಪ್ಪಳ ನಗರದಲ್ಲಿ ಡಿ.18 ರಂದು ಕ್ರಿಸಮಸ್ ಹಬ್ಬದ ರಕ್ಷಣಾ xyxy=(591,624,1324,669)
chevening-headline: ಚಿವೆನಿಂಗ್ ಕರ್ನಾಟಕ: ಸ್ನಾತಕೋತ್ತರ ವಿದ್ಯಾರ್ಥಿವೇತನ ಒಡಂಬಡಿಕೆ ಸಹಿ ಕಾರ್ಯಕ್ರಮ xyxy=(14,87,1498,206)
darshan-col-2: ದರ್ಶನ್‌ಗೆ ಸ್ನೇಹಿತ ಧನ್ವೀರ್ ಮತ್ತು ಸಹೋದರ ದಿನಕರ್ ಶ್ಯೂರಿಟಿ ನೀಡಿದರು. ಶ್ಯೂರಿಟಿ ವೇಳೆ, ದರ್ಶನ್ ನಿಮಗೆ ಏನಾಗಬೇಕು ಎಂದು ಜಡ್ಜ್ ಕೇಳಿದರು. ಅದಕ್ಕೆ ಸ್ನೇಹಿತ ಮತ್ತು ಸಹೋದರ ಎಂದು ಧನ್ವೀರ್ ಮತ್ತು ದಿನಕರ್ ಹೇಳಿದರು. ಕೊನೆಗೆ ಜಾಮೀನು ಪ್ರಕ್ರಿಯೆ ಪೂರ್ಣಗೊಳಿಸಿ ದರ್ಶನ್ ಮತ್ತೆ ಆಸ್ಪತ್ರೆಗೆ ಹಿಂದಿರುಗಿದರು. ದರ್ಶನ್‌ಗೆ ಬುಧವಾರ ಅಥವಾ ಗುರುವಾರ ಶಸ್ತ್ರಚಿಕಿತ್ಸೆ ಮಾಡುವುದಾಗಿ ವೈದ್ಯರು ಹೇಳಿದ್ದಾರೆ. ಬಳಿಕ ಸರ್ಜರಿ ಮಾಡಬೇಕೋ ಬೇಡವೋ ಎಂದು ಹೇಳಲಾಗಿದೆ. ವೈದ್ಯರ ಸಲಹೆ ಪಡೆದು ನಂತರ ದರ್ಶನ್ ಡಿಸ್ಚಾರ್ಜ್ ಆಗಲಿದ್ದಾರೆ. xyxy=(19,1576,403,1698)
caesarean-col-3: ಉತ್ತೇಜಿಸಲಾಗುತ್ತಿದೆ. ಸಹಜ ಹೆರಿಗೆಗಳನ್ನು ಹೆಚ್ಚಿಸಲು ಹಾಗೂ ಸಿಸೇರಿಯನ್ ಹೆರಿಗೆಗಳನ್ನು ಕಡಿಮೆ ಮಾಡಲು Midwifery ಯೋಜನೆಯನ್ನು ಪ್ರಾರಂಭಿಸಲಾಗಿದೆ. ಈ ಯೋಜನೆಯಲ್ಲಿ ಶುಶ್ರೂಷಾಧಿಕಾರಿಗಳಿಗೆ 18 ತಿಂಗಳ ತರಬೇತಿಯನ್ನು Midwifery ಯೋಜನೆಯಲ್ಲಿ ಪ್ರತಿಯೊಂದು ಒಂದು ಹಂತದ ತರಬೇತಿ ಸಹಜ ಹೆರಿಗೆಗಳನ್ನು ನೆರವೇರಿಸಲು ತಜ್ಞತೆಯನ್ನು ಹೆಚ್ಚಿಸಲು ತರಬೇತಿಯನ್ನು ಬೆಂಗಳೂರಿನ ವಾಣಿ ವಿಲಾಸ ಆಸ್ಪತ್ರೆಯಲ್ಲಿ ಮತ್ತು ಹೈದರಾಬಾದಿನ Fernandez Foundation ನಲ್ಲಿ ಪ್ರಾರಂಭಿಸಲಾಗಿದೆ. ಬೆಂಗಳೂರು, ಮೈಸೂರು ಮತ್ತು ಬೆಳಗಾವಿಯಲ್ಲಿ ಶುಶ್ರೂಷಾಧಿಕಾರಿಗಳಿಗೆ 18 ತಿಂಗಳ ತರಬೇತಿಯನ್ನು ಮೈಸೂರಿನ ಚೆಲುವಾಂಬ ಆಸ್ಪತ್ರೆಯಲ್ಲಿ ನಡೆಸಲಾಗುತ್ತಿದೆ. xyxy=(691,1981,944,2183)
foeticide-article xyxy=(417,1085,819,1568)
christmas-col-3: ಫಾದರ್ ತಿಪ್ಪೇಶ್ ನಾಯಕ್ ಸೌಹಾರ್ದ ಮತ್ತು ಬಳಕ ಸೌಹಾರ್ದ ಯಾತ್ರೆಯ ಸಂಚಾಲಕ ಕರಿಯಪ್ಪ ದಾಸ ಸೋವ್ರಗೌಡ್ರ, ಎಸ್.ಡಿ.ಸಿ.ಸಿ.ಎಸ್. ರಾಜ್ಯ ಅಧ್ಯಕ್ಷ, ಕೆ. ಜನಾರ್ಧನ, ಬಸವ ದಳ ಅಧ್ಯಕ್ಷ ಮೈಸನಲ್ ಕಿಲರ್ ಪ್ರಕಾಶ್ ಮತ್ತು ಪಾಸ್ಟರ್ ಅಸೋಸಿಯೇಷನ್ ಜಿಲ್ಲಾ ಅಧ್ಯಕ್ಷ ರೋಬರ್ಟ್ ಇಸ್ಸಾಕ್ ಸಂಸ್ಥಾಪಕ ಮನು ಕೃಪಾನಿಧಿ, ಮೆಥೋಡಿಸ್ಟ್ ಚರ್ಚ್ ಸೋವ್ರ ಸಂಚಾಲಕ ಪೀಟರ್ ಅವರು ಮಾತನಾಡಿದರು. ಜಿಲ್ಲಾ ಪಾಸ್ಟರ್ ಅಸೋಸಿಯೇಷನ್ ಸಂಚಾಲಕ ದೀಪಕ್ ಸುಂದರ ಮತ್ತಿತರರು ಪಾಲ್ಗೊಂಡಿದ್ದರು. xyxy=(961,731,1215,882)
